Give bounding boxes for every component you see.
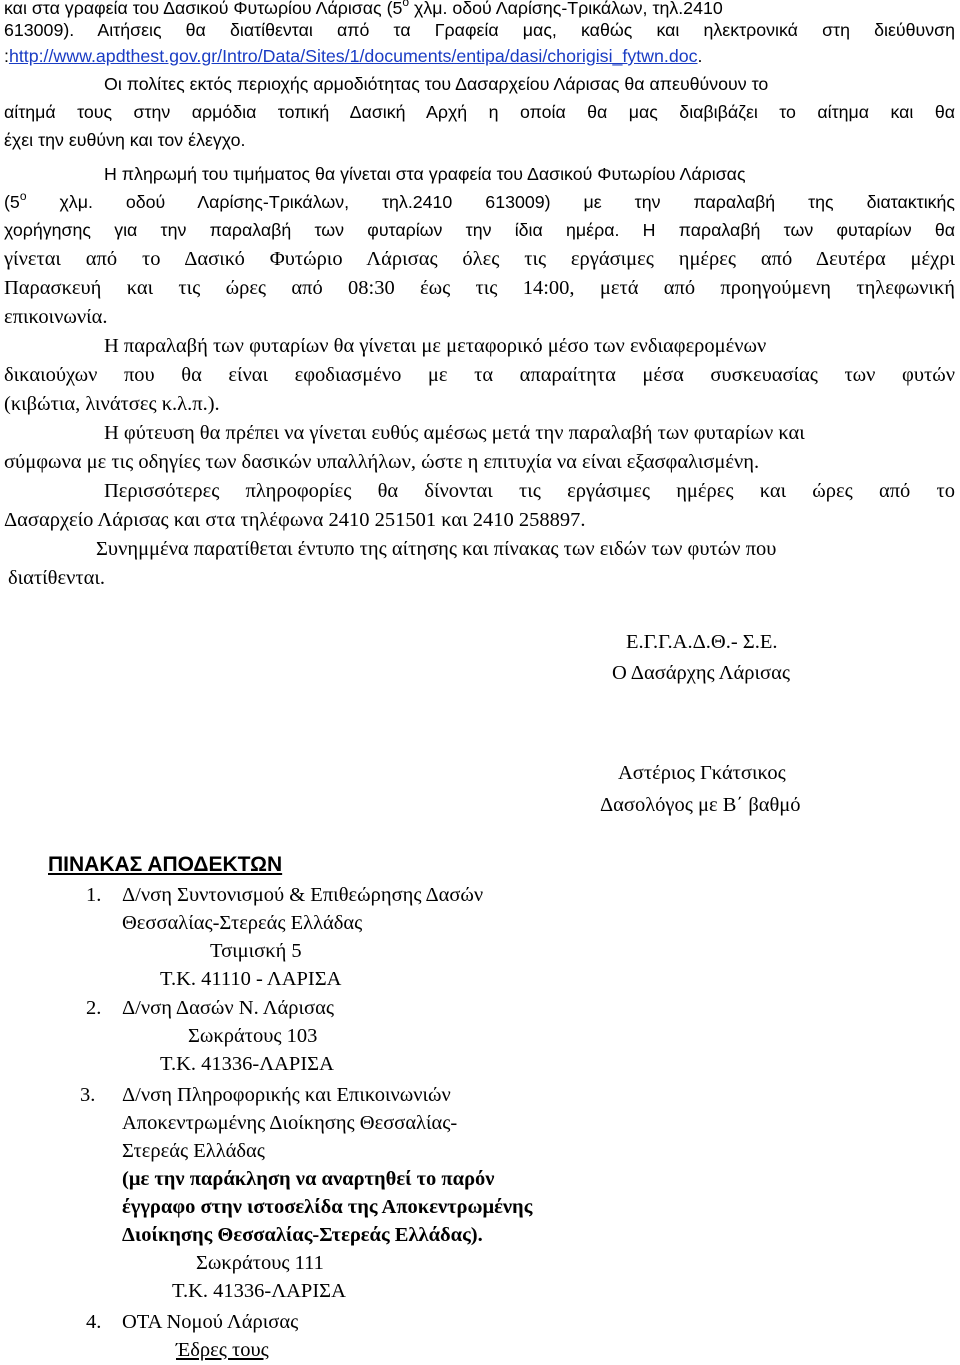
recipient-3-note-1: (με την παράκληση να αναρτηθεί το παρόν [122,1168,495,1190]
recipient-1-line-3: Τσιμισκή 5 [210,940,302,962]
payment-line-4: γίνεται από το Δασικό Φυτώριο Λάρισας όλες τις εργάσιμες ημέρες από Δευτέρα μέχρι [4,248,955,270]
attached-line-1: Συνημμένα παρατίθεται έντυπο της αίτησης και πίνακας των ειδών των φυτών που [96,538,777,560]
recipient-2-line-2: Σωκράτους 103 [188,1025,318,1047]
payment-line-6: επικοινωνία. [4,306,108,328]
recipient-3-line-1: Δ/νση Πληροφορικής και Επικοινωνιών [122,1084,451,1106]
recipient-3-number: 3. [80,1084,96,1106]
application-form-link[interactable]: http://www.apdthest.gov.gr/Intro/Data/Sites/1/documents/entipa/dasi/chorigisi_fytwn.doc [8,46,698,66]
recipient-4-number: 4. [86,1311,102,1333]
citizens-line-1: Οι πολίτες εκτός περιοχής αρμοδιότητας του Δασαρχείου Λάρισας θα απευθύνουν το [104,74,769,94]
payment-line-5: Παρασκευή και τις ώρες από 08:30 έως τις 14:00, μετά από προηγούμενη τηλεφωνική [4,277,955,299]
citizens-line-3: έχει την ευθύνη και τον έλεγχο. [4,130,246,150]
signature-org: Ε.Γ.Γ.Α.Δ.Θ.- Σ.Ε. [626,631,778,653]
recipient-4-line-2: Έδρες τους [176,1339,269,1361]
recipient-1-line-1: Δ/νση Συντονισμού & Επιθεώρησης Δασών [122,884,484,906]
recipient-4-line-1: ΟΤΑ Νομού Λάρισας [122,1311,299,1333]
signature-name: Αστέριος Γκάτσικος [618,762,786,784]
recipient-2-line-1: Δ/νση Δασών Ν. Λάρισας [122,997,334,1019]
recipient-1-number: 1. [86,884,102,906]
recipient-2-number: 2. [86,997,102,1019]
recipients-heading: ΠΙΝΑΚΑΣ ΑΠΟΔΕΚΤΩΝ [48,853,283,876]
signature-title: Δασολόγος με Β΄ βαθμό [600,794,801,816]
attached-line-2: διατίθενται. [8,567,105,589]
transport-line-1: Η παραλαβή των φυταρίων θα γίνεται με μεταφορικό μέσο των ενδιαφερομένων [104,335,767,357]
planting-line-1: Η φύτευση θα πρέπει να γίνεται ευθύς αμέσως μετά την παραλαβή των φυταρίων και [104,422,805,444]
citizens-line-2: αίτημά τους στην αρμόδια τοπική Δασική Αρχή η οποία θα μας διαβιβάζει το αίτημα και θα [4,102,955,122]
intro-line-1: και στα γραφεία του Δασικού Φυτωρίου Λάρισας ($5^o$ χλμ. οδού Λαρίσης-Τρικάλων, τηλ.2410 [4,0,723,18]
intro-line-3: :http://www.apdthest.gov.gr/Intro/Data/Sites/1/documents/entipa/dasi/chorigisi_fytwn.doc. [4,46,703,66]
payment-line-3: χορήγησης για την παραλαβή των φυταρίων την ίδια ημέρα. Η παραλαβή των φυταρίων θα [4,220,955,240]
signature-role: Ο Δασάρχης Λάρισας [612,662,790,684]
transport-line-3: (κιβώτια, λινάτσες κ.λ.π.). [4,393,220,415]
recipient-1-line-4: Τ.Κ. 41110 - ΛΑΡΙΣΑ [160,968,342,990]
recipient-3-line-5: Τ.Κ. 41336-ΛΑΡΙΣΑ [172,1280,346,1302]
info-line-2: Δασαρχείο Λάρισας και στα τηλέφωνα 2410 251501 και 2410 258897. [4,509,586,531]
recipient-3-note-3: Διοίκησης Θεσσαλίας-Στερεάς Ελλάδας). [122,1224,483,1246]
recipient-2-line-3: Τ.Κ. 41336-ΛΑΡΙΣΑ [160,1053,334,1075]
info-line-1: Περισσότερες πληροφορίες θα δίνονται τις εργάσιμες ημέρες και ώρες από το [104,480,955,502]
recipient-1-line-2: Θεσσαλίας-Στερεάς Ελλάδας [122,912,363,934]
payment-line-1: Η πληρωμή του τιμήματος θα γίνεται στα γραφεία του Δασικού Φυτωρίου Λάρισας [104,164,746,184]
recipient-3-note-2: έγγραφο στην ιστοσελίδα της Αποκεντρωμένης [122,1196,533,1218]
transport-line-2: δικαιούχων που θα είναι εφοδιασμένο με τα απαραίτητα μέσα συσκευασίας των φυτών [4,364,955,386]
planting-line-2: σύμφωνα με τις οδηγίες των δασικών υπαλλήλων, ώστε η επιτυχία να είναι εξασφαλισμένη. [4,451,760,473]
payment-line-2: ($5^o$ χλμ. οδού Λαρίσης-Τρικάλων, τηλ.2410 613009) με την παραλαβή της διατακτικής [4,189,955,212]
recipient-3-line-4: Σωκράτους 111 [196,1252,324,1274]
recipient-3-line-2: Αποκεντρωμένης Διοίκησης Θεσσαλίας- [122,1112,458,1134]
intro-line-2: 613009). Αιτήσεις θα διατίθενται από τα Γραφεία μας, καθώς και ηλεκτρονικά στη διεύθυνση [4,20,955,40]
recipient-3-line-3: Στερεάς Ελλάδας [122,1140,265,1162]
